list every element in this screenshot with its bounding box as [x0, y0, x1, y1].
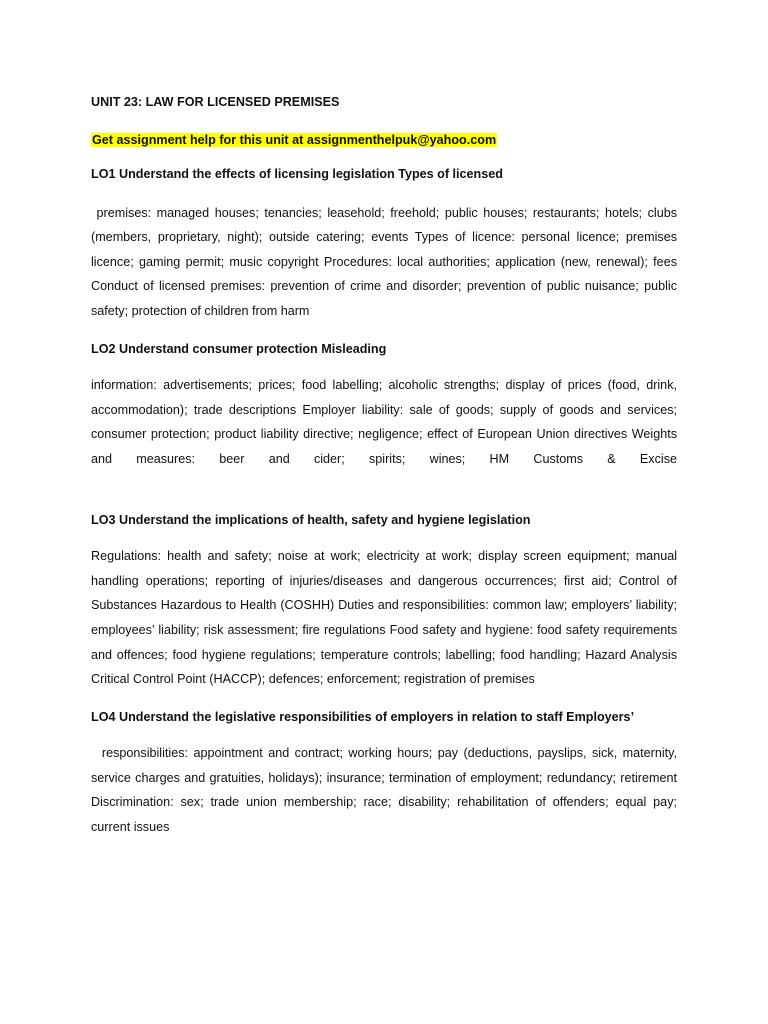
document-page: [91, 94, 681, 840]
assignment-help-line: [91, 132, 677, 148]
assignment-help-highlight: Get assignment help for this unit at assignmenthelpuk@yahoo.com: [92, 133, 497, 147]
lo2-body: information: advertisements; prices; food labelling; alcoholic strengths; display of prices (food, drink, accommodation); trade descriptions Employer liability: sale of goods; supply of goods and services; consumer protection; product liability directive; negligence; effect of European Union directives Weights and measures: beer and cider; spirits; wines; HM Customs & Excise: [91, 378, 677, 466]
lo3-body: Regulations: health and safety; noise at work; electricity at work; display screen equipment; manual handling operations; reporting of injuries/diseases and dangerous occurrences; first aid; Control of Substances Hazardous to Health (COSHH) Duties and responsibilities: common law; employers’ liability; employees’ liability; risk assessment; fire regulations Food safety and hygiene: food safety requirements and offences; food hygiene regulations; temperature controls; labelling; food handling; Hazard Analysis Critical Control Point (HACCP); defences; enforcement; registration of premises: [91, 549, 677, 687]
lo4-body: responsibilities: appointment and contract; working hours; pay (deductions, payslips, sick, maternity, service charges and gratuities, holidays); insurance; termination of employment; redundancy; retirement Discrimination: sex; trade union membership; race; disability; rehabilitation of offenders; equal pay; current issues: [91, 746, 681, 835]
lo4-heading: LO4 Understand the legislative responsibilities of employers in relation to staff Employers’: [91, 709, 635, 724]
lo2-heading: LO2 Understand consumer protection Misleading: [91, 341, 387, 356]
lo3-heading: LO3 Understand the implications of health, safety and hygiene legislation: [91, 512, 531, 527]
lo1-heading: LO1 Understand the effects of licensing legislation Types of licensed: [91, 167, 503, 181]
lo1-body: premises: managed houses; tenancies; leasehold; freehold; public houses; restaurants; hotels; clubs (members, proprietary, night); outside catering; events Types of licence: personal licence; premises licence; gaming permit; music copyright Procedures: local authorities; application (new, renewal); fees Conduct of licensed premises: prevention of crime and disorder; prevention of public nuisance; public safety; protection of children from harm: [91, 205, 681, 318]
document-title: UNIT 23: LAW FOR LICENSED PREMISES: [91, 95, 340, 109]
